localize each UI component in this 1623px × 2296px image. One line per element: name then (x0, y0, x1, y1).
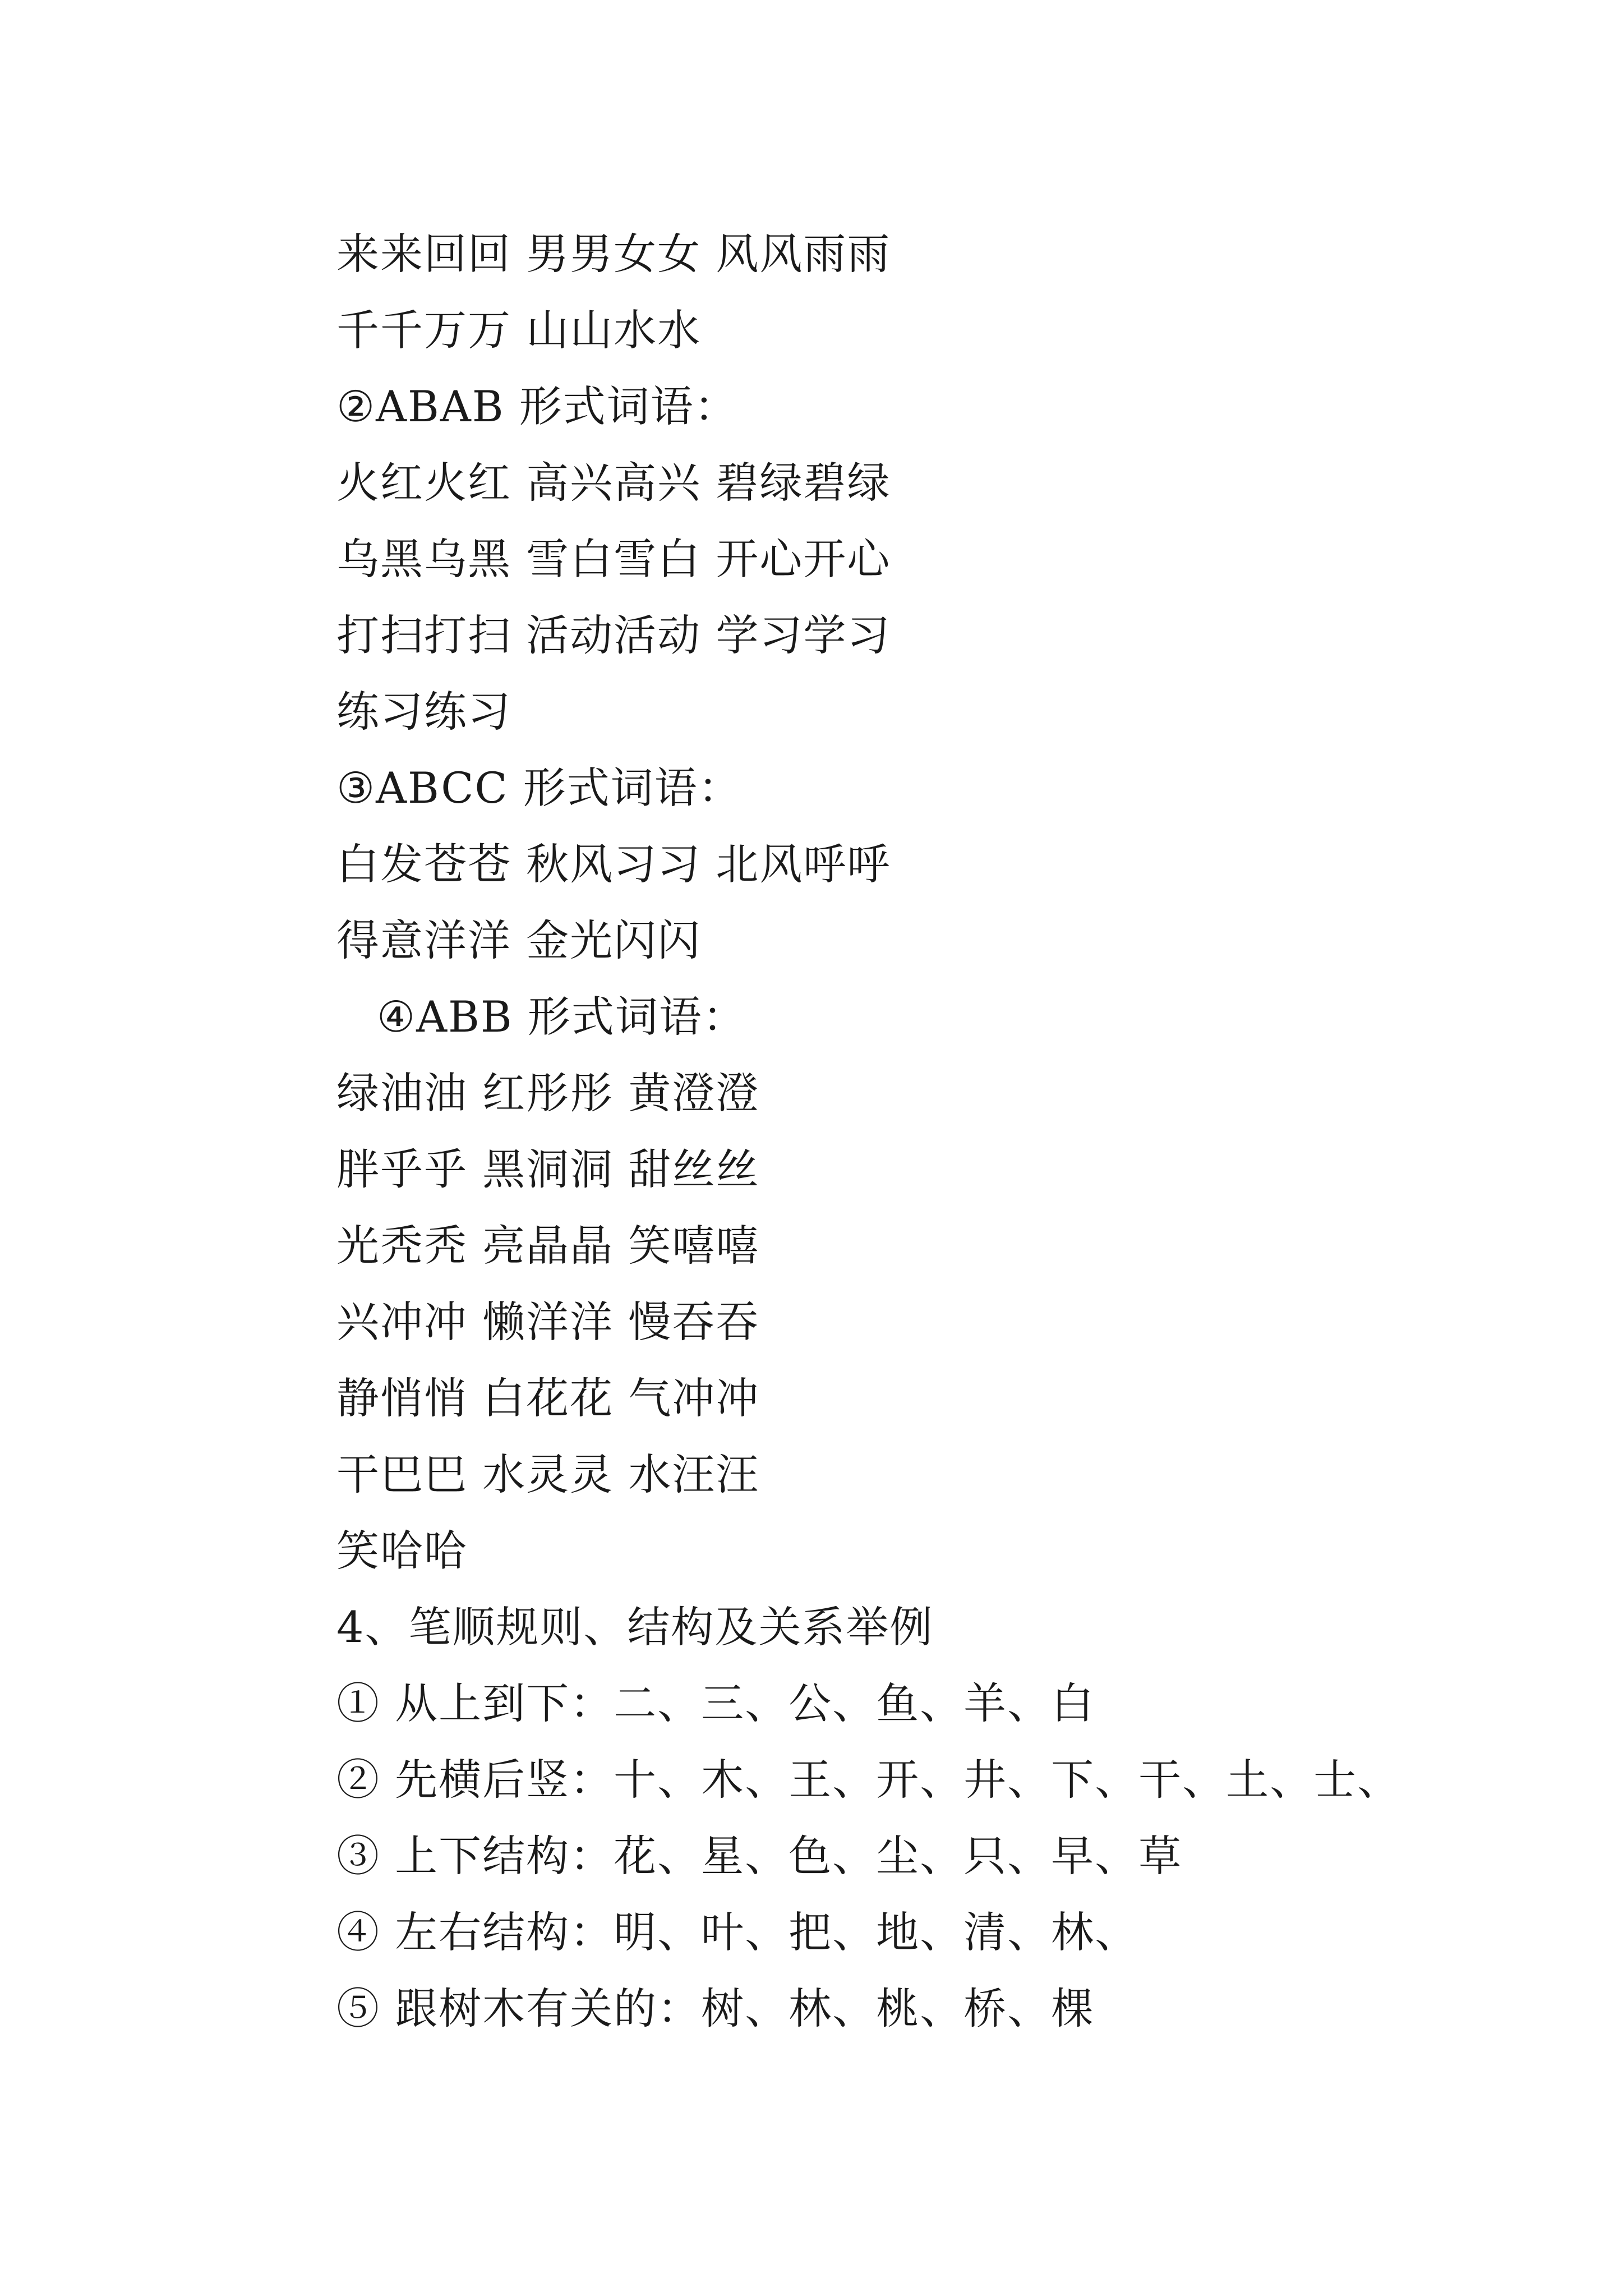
list-item: ④ 左右结构：明、叶、把、地、清、林、 (336, 1907, 1139, 1957)
text-line: 火红火红 高兴高兴 碧绿碧绿 (336, 458, 891, 508)
text-line: 练习练习 (336, 687, 511, 737)
text-line: 打扫打扫 活动活动 学习学习 (336, 610, 891, 660)
text-line: 光秃秃 亮晶晶 笑嘻嘻 (336, 1221, 760, 1271)
text-line: 静悄悄 白花花 气冲冲 (336, 1373, 760, 1423)
text-line: 干巴巴 水灵灵 水汪汪 (336, 1450, 760, 1499)
section-heading-abab: ②ABAB 形式词语： (336, 381, 738, 431)
list-item: ① 从上到下：二、三、公、鱼、羊、白 (336, 1678, 1095, 1728)
text-line: 笑哈哈 (336, 1526, 468, 1576)
text-line: 乌黑乌黑 雪白雪白 开心开心 (336, 534, 891, 584)
text-line: 白发苍苍 秋风习习 北风呼呼 (336, 839, 891, 889)
text-line: 胖乎乎 黑洞洞 甜丝丝 (336, 1144, 760, 1194)
text-line: 得意洋洋 金光闪闪 (336, 915, 702, 965)
section-heading-stroke-order: 4、笔顺规则、结构及关系举例 (336, 1602, 934, 1652)
list-item: ③ 上下结构：花、星、色、尘、只、早、草 (336, 1831, 1183, 1881)
list-item: ⑤ 跟树木有关的：树、林、桃、桥、棵 (336, 1984, 1095, 2033)
section-heading-abcc: ③ABCC 形式词语： (336, 763, 742, 813)
text-line: 千千万万 山山水水 (336, 305, 702, 355)
section-heading-abb: ④ABB 形式词语： (377, 992, 746, 1042)
text-line: 来来回回 男男女女 风风雨雨 (336, 229, 891, 279)
text-line: 绿油油 红彤彤 黄澄澄 (336, 1068, 760, 1118)
list-item: ② 先横后竖：十、木、王、开、井、下、干、土、士、 (336, 1755, 1401, 1805)
text-line: 兴冲冲 懒洋洋 慢吞吞 (336, 1297, 760, 1347)
document-body (336, 216, 1570, 2047)
